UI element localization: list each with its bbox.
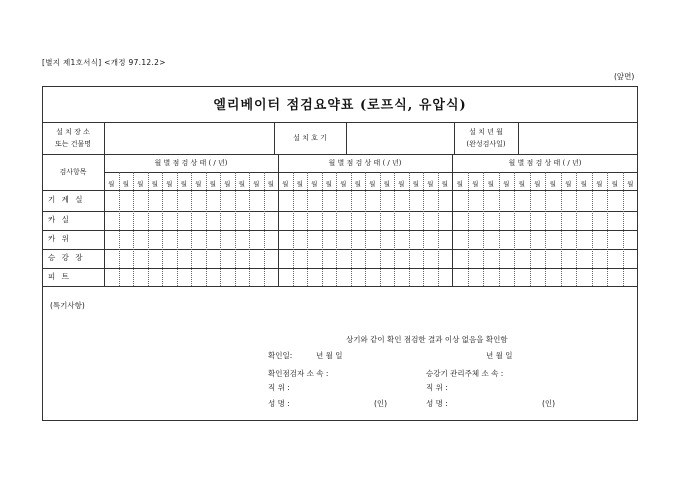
month-divider <box>322 172 323 286</box>
status-header-2: 월 별 점 검 상 태 ( / 년) <box>328 159 402 167</box>
grid-line <box>42 268 638 269</box>
item-header: 검사항목 <box>59 168 87 176</box>
month-label: 월 <box>137 180 144 188</box>
item-car-interior: 카 실 <box>48 215 71 224</box>
special-notes-label: (특기사항) <box>50 301 85 310</box>
inspector-seal: (인) <box>374 399 388 408</box>
month-label: 월 <box>253 180 260 188</box>
grid-line <box>42 154 638 155</box>
month-divider <box>623 172 624 286</box>
page-side-label: (앞면) <box>614 72 635 81</box>
item-pit: 피 트 <box>48 272 71 281</box>
month-divider <box>561 172 562 286</box>
month-label: 월 <box>238 180 245 188</box>
month-label: 월 <box>383 180 390 188</box>
confirm-date-right: 년 월 일 <box>486 351 513 360</box>
month-label: 월 <box>427 180 434 188</box>
month-divider <box>545 172 546 286</box>
month-label: 월 <box>611 180 618 188</box>
location-label-1: 설 치 장 소 <box>56 128 90 136</box>
month-label: 월 <box>627 180 634 188</box>
month-label: 월 <box>267 180 274 188</box>
month-divider <box>530 172 531 286</box>
confirm-statement: 상기와 같이 확인 점검한 결과 이상 없음을 확인함 <box>346 335 508 344</box>
month-label: 월 <box>503 180 510 188</box>
install-date-label-1: 설 치 년 월 <box>469 128 503 136</box>
install-date-label-2: (완성검사일) <box>466 140 506 148</box>
manager-name: 성 명 : <box>426 399 448 408</box>
month-divider <box>351 172 352 286</box>
month-label: 월 <box>549 180 556 188</box>
month-divider <box>177 172 178 286</box>
confirm-date-label: 확인일: <box>268 351 293 360</box>
grid-line <box>42 122 638 123</box>
grid-line <box>452 154 453 286</box>
grid-line <box>42 286 638 287</box>
month-divider <box>235 172 236 286</box>
month-label: 월 <box>311 180 318 188</box>
grid-line <box>42 211 638 212</box>
month-label: 월 <box>354 180 361 188</box>
month-label: 월 <box>108 180 115 188</box>
month-divider <box>336 172 337 286</box>
page-title: 엘리베이터 점검요약표 (로프식, 유압식) <box>213 98 467 113</box>
month-label: 월 <box>596 180 603 188</box>
month-divider <box>119 172 120 286</box>
month-divider <box>162 172 163 286</box>
month-divider <box>380 172 381 286</box>
month-divider <box>307 172 308 286</box>
grid-line <box>346 122 347 154</box>
month-label: 월 <box>580 180 587 188</box>
month-label: 월 <box>369 180 376 188</box>
month-divider <box>592 172 593 286</box>
manager-position: 직 위 : <box>426 383 448 392</box>
month-divider <box>468 172 469 286</box>
item-landing: 승 강 장 <box>48 253 85 262</box>
manager-seal: (인) <box>542 399 556 408</box>
month-label: 월 <box>456 180 463 188</box>
inspector-name: 성 명 : <box>268 399 290 408</box>
item-car-top: 카 위 <box>48 234 71 243</box>
month-divider <box>249 172 250 286</box>
month-label: 월 <box>487 180 494 188</box>
grid-line <box>42 190 638 191</box>
month-label: 월 <box>122 180 129 188</box>
month-label: 월 <box>209 180 216 188</box>
month-label: 월 <box>412 180 419 188</box>
item-machine-room: 기 계 실 <box>48 195 85 204</box>
month-label: 월 <box>325 180 332 188</box>
unit-no-label: 설 치 호 기 <box>293 134 327 142</box>
status-header-3: 월 별 점 검 상 태 ( / 년) <box>508 159 582 167</box>
month-divider <box>191 172 192 286</box>
month-label: 월 <box>472 180 479 188</box>
month-divider <box>394 172 395 286</box>
grid-line <box>104 172 638 173</box>
month-label: 월 <box>441 180 448 188</box>
month-label: 월 <box>282 180 289 188</box>
month-divider <box>409 172 410 286</box>
month-divider <box>499 172 500 286</box>
month-label: 월 <box>518 180 525 188</box>
grid-line <box>518 122 519 154</box>
month-divider <box>483 172 484 286</box>
status-header-1: 월 별 점 검 상 태 ( / 년) <box>154 159 228 167</box>
grid-line <box>42 249 638 250</box>
month-label: 월 <box>565 180 572 188</box>
month-divider <box>438 172 439 286</box>
grid-line <box>278 154 279 286</box>
inspector-position: 직 위 : <box>268 383 290 392</box>
confirm-date-left: 년 월 일 <box>316 351 343 360</box>
month-divider <box>206 172 207 286</box>
month-divider <box>220 172 221 286</box>
month-divider <box>423 172 424 286</box>
month-divider <box>514 172 515 286</box>
month-divider <box>293 172 294 286</box>
month-label: 월 <box>195 180 202 188</box>
month-label: 월 <box>296 180 303 188</box>
grid-line <box>42 230 638 231</box>
month-divider <box>133 172 134 286</box>
month-divider <box>576 172 577 286</box>
month-divider <box>264 172 265 286</box>
grid-line <box>104 122 105 154</box>
location-label-2: 또는 건물명 <box>54 140 92 148</box>
manager-affiliation: 승강기 관리주체 소 속 : <box>426 369 504 378</box>
month-label: 월 <box>534 180 541 188</box>
month-label: 월 <box>151 180 158 188</box>
month-divider <box>607 172 608 286</box>
month-label: 월 <box>398 180 405 188</box>
month-label: 월 <box>340 180 347 188</box>
month-label: 월 <box>166 180 173 188</box>
inspector-affiliation: 확인점검자 소 속 : <box>268 369 329 378</box>
month-label: 월 <box>224 180 231 188</box>
month-divider <box>148 172 149 286</box>
month-label: 월 <box>180 180 187 188</box>
form-reference: [별지 제1호서식] <개정 97.12.2> <box>42 58 166 67</box>
month-divider <box>365 172 366 286</box>
